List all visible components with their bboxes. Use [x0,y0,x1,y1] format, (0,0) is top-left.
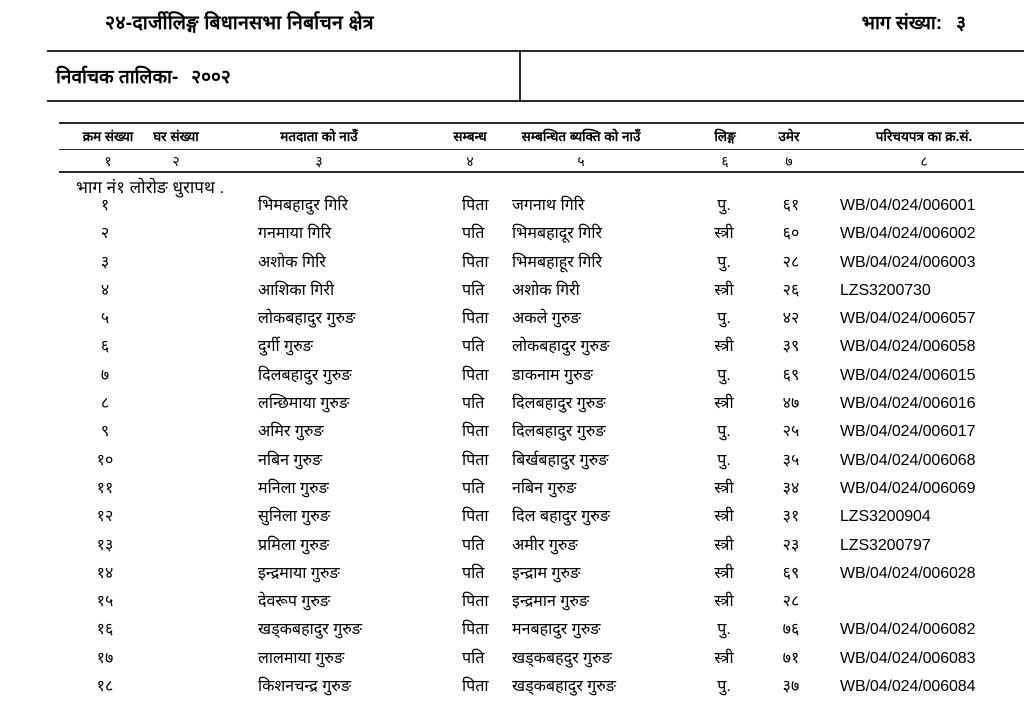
part-number-value: ३ [956,13,966,34]
column-number-5: ५ [577,153,585,169]
section-title: भाग नं१ लोरोङ धुरापथ . [76,178,225,197]
cell-relative-name: दिलबहादुर गुरुङ [512,423,606,441]
cell-age: ३५ [782,451,800,469]
cell-relative-name: बिर्खबहादुर गुरुङ [512,451,609,469]
table-row [0,366,1024,394]
cell-voter-name: इन्द्रमाया गुरुङ [258,564,340,582]
cell-sex: पु. [717,366,731,384]
cell-age: ३१ [782,508,800,526]
cell-sex: स्त्री [714,479,734,497]
cell-serial-number: ६ [100,338,110,356]
column-number-7: ७ [785,153,793,169]
roll-title [56,63,231,89]
cell-relative-name: इन्द्रमान गुरुङ [512,593,590,611]
cell-relative-name: जगनाथ गिरि [512,197,585,214]
cell-serial-number: १७ [96,649,114,667]
cell-voter-name: भिमबहादुर गिरि [258,197,349,214]
cell-relative-name: खड्कबहदुर गुरुङ [512,649,612,667]
cell-epic-number: WB/04/024/006028 [840,564,976,582]
table-row [0,620,1024,648]
cell-sex: स्त्री [714,649,734,667]
cell-voter-name: लन्छिमाया गुरुङ [258,395,350,413]
cell-relation: पिता [462,423,489,441]
table-row [0,253,1024,281]
cell-sex: पु. [717,197,731,214]
column-number-1: १ [104,153,112,169]
roll-title-label: निर्वाचक तालिका- [56,67,179,88]
cell-age: ४७ [782,395,800,413]
cell-serial-number: ७ [100,366,110,384]
cell-epic-number: WB/04/024/006068 [840,451,976,469]
cell-relation: पति [462,281,485,299]
cell-epic-number: WB/04/024/006002 [840,225,976,243]
cell-age: ४२ [782,310,800,328]
voter-rows [0,196,1024,705]
cell-age: २८ [782,593,800,611]
cell-age: २३ [782,536,800,554]
cell-serial-number: ३ [100,253,110,271]
cell-epic-number: WB/04/024/006057 [840,310,976,328]
cell-age: ६९ [782,366,800,384]
cell-relation: पिता [462,508,489,526]
column-number-2: २ [172,153,180,169]
column-header-relation: सम्बन्ध [453,129,487,144]
roll-info-box [47,50,1024,102]
cell-epic-number: WB/04/024/006083 [840,649,976,667]
cell-age: ६९ [782,564,800,582]
table-row [0,309,1024,337]
cell-epic-number: WB/04/024/006016 [840,395,976,413]
table-row [0,224,1024,252]
cell-voter-name: सुनिला गुरुङ [258,508,331,526]
cell-relative-name: अशोक गिरी [512,281,580,299]
cell-relative-name: डाकनाम गुरुङ [512,366,593,384]
cell-sex: स्त्री [714,536,734,554]
cell-relation: पति [462,649,485,667]
cell-serial-number: १८ [96,678,114,696]
cell-voter-name: दिलबहादुर गुरुङ [258,366,352,384]
column-header-epic-number: परिचयपत्र का क्र.सं. [875,129,973,144]
table-row [0,536,1024,564]
table-row [0,394,1024,422]
table-row [0,337,1024,365]
cell-epic-number: LZS3200904 [840,508,931,526]
cell-epic-number: WB/04/024/006084 [840,678,976,696]
column-number-4: ४ [466,153,474,169]
cell-relation: पिता [462,678,489,696]
cell-age: ६१ [782,197,800,214]
cell-sex: पु. [717,423,731,441]
cell-relation: पिता [462,310,489,328]
cell-serial-number: १२ [96,508,114,526]
cell-serial-number: ११ [96,479,114,497]
cell-relative-name: नबिन गुरुङ [512,479,577,497]
column-header-voter-name: मतदाता को नाउँ [280,129,358,144]
cell-sex: स्त्री [714,281,734,299]
cell-epic-number: WB/04/024/006058 [840,338,976,356]
cell-serial-number: ५ [100,310,110,328]
cell-epic-number: WB/04/024/006069 [840,479,976,497]
cell-relation: पति [462,225,485,243]
cell-relation: पति [462,395,485,413]
cell-epic-number: LZS3200797 [840,536,931,554]
cell-serial-number: १३ [96,536,114,554]
cell-relative-name: भिमबहादूर गिरि [512,225,603,243]
cell-sex: स्त्री [714,593,734,611]
cell-sex: स्त्री [714,225,734,243]
cell-epic-number: WB/04/024/006015 [840,366,976,384]
cell-serial-number: २ [100,225,110,243]
cell-voter-name: अशोक गिरि [258,253,326,271]
column-header-serial-number: क्रम संख्या [82,129,134,144]
cell-serial-number: ९ [100,423,110,441]
column-number-8: ८ [920,153,928,169]
cell-age: २८ [782,253,800,271]
cell-serial-number: १ [100,197,110,214]
cell-serial-number: ८ [100,395,110,413]
cell-voter-name: दुर्गी गुरुङ [258,338,313,356]
cell-voter-name: किशनचन्द्र गुरुङ [258,678,352,696]
part-number-label: भाग संख्या: [861,13,943,34]
cell-relative-name: इन्द्राम गुरुङ [512,564,581,582]
table-row [0,196,1024,224]
column-number-3: ३ [315,153,323,169]
table-row [0,422,1024,450]
column-header-sex: लिङ्ग [714,129,736,144]
cell-sex: पु. [717,310,731,328]
table-row [0,451,1024,479]
cell-sex: स्त्री [714,508,734,526]
cell-relative-name: दिल बहादुर गुरुङ [512,508,610,526]
cell-voter-name: खड्कबहादुर गुरुङ [258,621,362,639]
cell-voter-name: नबिन गुरुङ [258,451,323,469]
cell-relative-name: मनबहादुर गुरुङ [512,621,601,639]
cell-relation: पिता [462,197,489,214]
cell-sex: पु. [717,253,731,271]
cell-age: २५ [782,423,800,441]
roll-info-right-cell [521,52,1024,100]
cell-sex: पु. [717,621,731,639]
cell-age: ७६ [782,621,800,639]
cell-age: ७१ [782,649,800,667]
cell-epic-number: WB/04/024/006001 [840,197,976,214]
cell-serial-number: ४ [100,281,110,299]
cell-age: २६ [782,281,800,299]
cell-relation: पिता [462,451,489,469]
column-number-6: ६ [721,153,729,169]
cell-relation: पति [462,338,485,356]
cell-voter-name: अमिर गुरुङ [258,423,324,441]
cell-relation: पिता [462,593,489,611]
cell-relative-name: लोकबहादुर गुरुङ [512,338,610,356]
table-row [0,649,1024,677]
cell-voter-name: लालमाया गुरुङ [258,649,345,667]
document-header [0,8,1024,42]
cell-serial-number: १४ [96,564,114,582]
cell-epic-number: WB/04/024/006082 [840,621,976,639]
column-header-row [59,124,1024,150]
cell-age: ६० [782,225,800,243]
cell-relation: पति [462,564,485,582]
table-row [0,592,1024,620]
cell-voter-name: मनिला गुरुङ [258,479,329,497]
column-header-age: उमेर [778,129,800,144]
cell-age: ३४ [782,479,800,497]
column-header-house-number: घर संख्या [153,129,199,144]
cell-serial-number: १० [96,451,114,469]
table-row [0,479,1024,507]
cell-sex: स्त्री [714,338,734,356]
cell-relative-name: अकले गुरुङ [512,310,581,328]
cell-voter-name: लोकबहादुर गुरुङ [258,310,356,328]
table-row [0,564,1024,592]
roll-info-left-cell [47,52,521,100]
cell-relative-name: खड्कबहादुर गुरुङ [512,678,616,696]
cell-epic-number: WB/04/024/006017 [840,423,976,441]
cell-voter-name: गनमाया गिरि [258,225,332,243]
cell-serial-number: १५ [96,593,114,611]
cell-sex: स्त्री [714,564,734,582]
table-row [0,507,1024,535]
column-number-row [59,151,1024,177]
cell-voter-name: आशिका गिरी [258,281,335,299]
cell-sex: पु. [717,451,731,469]
cell-relative-name: अमीर गुरुङ [512,536,578,554]
cell-serial-number: १६ [96,621,114,639]
cell-epic-number: WB/04/024/006003 [840,253,976,271]
cell-age: ३९ [782,338,800,356]
cell-age: ३७ [782,678,800,696]
table-row [0,281,1024,309]
cell-sex: पु. [717,678,731,696]
table-row [0,677,1024,705]
constituency-title: २४-दार्जीलिङ्ग बिधानसभा निर्बाचन क्षेत्र [105,12,374,34]
cell-relative-name: भिमबहाहूर गिरि [512,253,603,271]
part-number [862,9,966,35]
cell-relation: पिता [462,366,489,384]
cell-sex: स्त्री [714,395,734,413]
cell-epic-number: LZS3200730 [840,281,931,299]
column-header-relative-name: सम्बन्धित ब्यक्ति को नाउँ [521,129,641,144]
cell-voter-name: देवरूप गुरुङ [258,593,331,611]
cell-relation: पति [462,479,485,497]
roll-year: २००२ [191,67,231,88]
cell-relative-name: दिलबहादुर गुरुङ [512,395,606,413]
cell-relation: पिता [462,253,489,271]
cell-voter-name: प्रमिला गुरुङ [258,536,330,554]
cell-relation: पति [462,536,485,554]
cell-relation: पिता [462,621,489,639]
